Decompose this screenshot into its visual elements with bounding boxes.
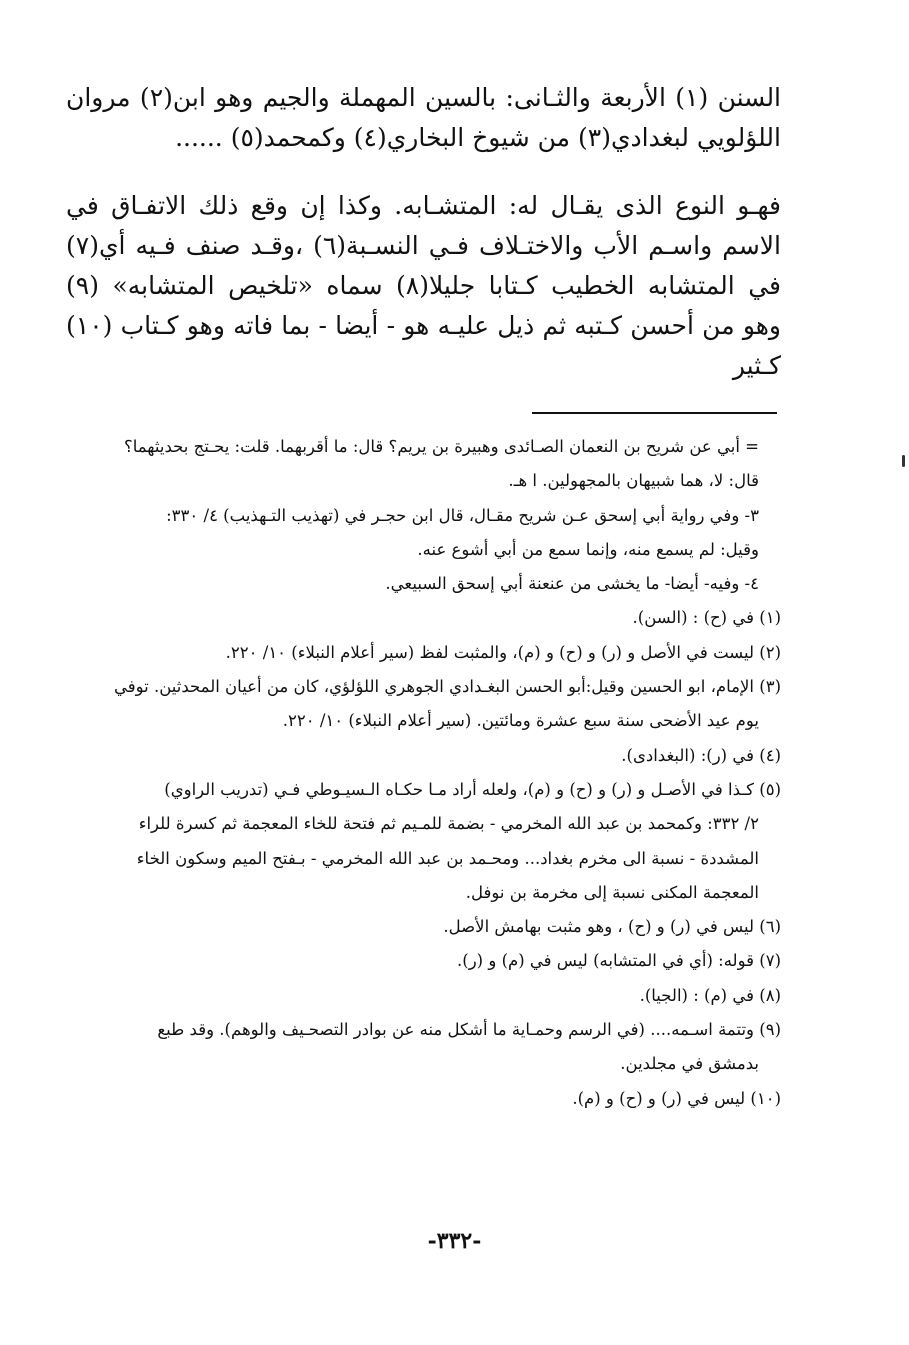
footnote-6: (٦) ليس في (ر) و (ح) ، وهو مثبت بهامش الأصل.	[443, 917, 781, 937]
footnotes	[66, 430, 781, 1116]
footnote-line: وقيل: لم يسمع منه، وإنما سمع من أبي أشوع عنه.	[417, 539, 759, 559]
footnote-3: (٣) الإمام، ابو الحسين وقيل:أبو الحسن البغـدادي الجوهري اللؤلؤي، كان من أعيان المحدثين. توفي	[113, 677, 781, 697]
footnote-divider	[532, 412, 777, 414]
footnote-10: (١٠) ليس في (ر) و (ح) و (م).	[572, 1088, 781, 1108]
footnote-line: المشددة - نسبة الى مخرم بغداد... ومحـمد بن عبد الله المخرمي - بـفتح الميم وسكون الخاء	[136, 848, 759, 868]
footnote-line: بدمشق في مجلدين.	[620, 1054, 759, 1074]
footnote-9: (٩) وتتمة اسـمه.... (في الرسم وحمـاية ما أشكل منه عن بوادر التصحـيف والوهم). وقد طبع	[157, 1020, 781, 1040]
footnote-5: (٥) كـذا في الأصـل و (ر) و (ح) و (م)، ولعله أراد مـا حكـاه الـسيـوطي فـي (تدريب الراوي)	[164, 779, 781, 799]
main-paragraph: فهـو النوع الذى يقـال له: المتشـابه. وكذا إن وقع ذلك الاتفـاق في الاسم واسـم الأب والاختـلاف فـي النسـبة(٦) ،وقـد صنف فـيه أي(٧) في المتشابه الخطيب كـتابا جليلا(٨) سماه «تلخيص المتشابه» (٩) وهو من أحسن كـتبه ثم ذيل عليـه هو - أيضا - بما فاته وهو كـتاب (١٠) كـثير	[66, 191, 781, 380]
page-number: -٣٣٢-	[427, 1228, 482, 1254]
footnote-line: ٣- وفي رواية أبي إسحق عـن شريح مقـال، قال ابن حجـر في (تهذيب التـهذيب) ٤/ ٣٣٠:	[166, 505, 759, 525]
footnote-2: (٢) ليست في الأصل و (ر) و (ح) و (م)، والمثبت لفظ (سير أعلام النبلاء) ١٠/ ٢٢٠.	[225, 642, 781, 662]
footnote-4: (٤) في (ر): (البغدادى).	[621, 745, 781, 765]
footnote-line: ٤- وفيه- أيضا- ما يخشى من عنعنة أبي إسحق السبيعي.	[385, 574, 759, 594]
footnote-7: (٧) قوله: (أي في المتشابه) ليس في (م) و (ر).	[457, 951, 781, 971]
footnote-line: قال: لا، هما شبيهان بالمجهولين. ا هـ.	[508, 471, 759, 491]
footnote-line: ٢/ ٣٣٢: وكمحمد بن عبد الله المخرمي - بضمة للمـيم ثم فتحة للخاء المعجمة ثم كسرة للراء	[138, 814, 759, 834]
main-paragraph: السنن (١) الأربعة والثـانى: بالسين المهملة والجيم وهو ابن(٢) مروان اللؤلويي لبغدادي(٣) من شيوخ البخاري(٤) وكمحمد(٥) ......	[66, 83, 782, 152]
footnote-8: (٨) في (م) : (الجيا).	[639, 985, 781, 1005]
main-text	[66, 78, 781, 386]
scan-edge-mark	[902, 455, 905, 467]
footnote-continuation: = أبي عن شريح بن النعمان الصـائدى وهبيرة بن يريم؟ قال: ما أقربهما. قلت: يحـتج بحديثهما؟	[123, 437, 759, 456]
footnote-1: (١) في (ح) : (السن).	[632, 608, 781, 628]
footnote-line: يوم عيد الأضحى سنة سبع عشرة ومائتين. (سير أعلام النبلاء) ١٠/ ٢٢٠.	[282, 711, 759, 731]
footnote-line: المعجمة المكنى نسبة إلى مخرمة بن نوفل.	[465, 882, 759, 902]
